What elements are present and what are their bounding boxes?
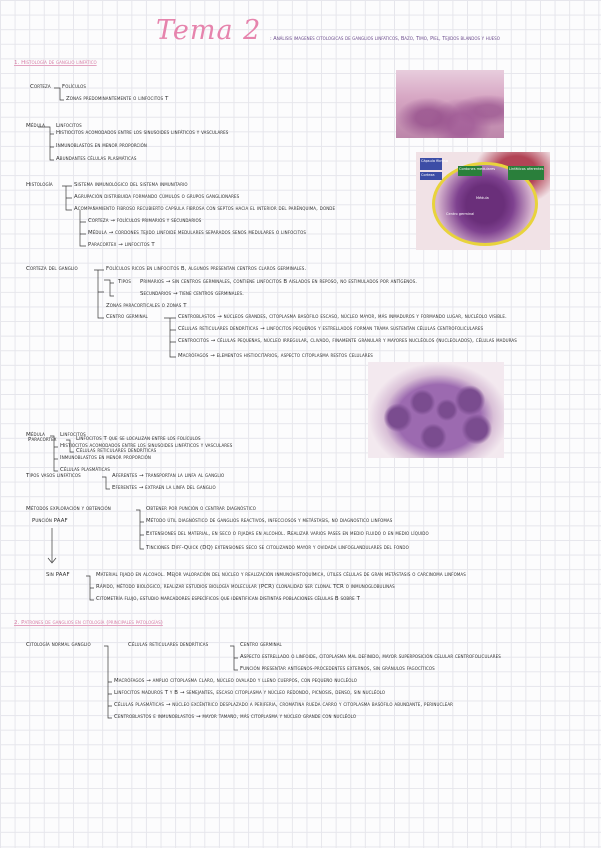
histologia-item: Agrupación distribuida formando cúmulos o grupos ganglionares	[74, 194, 240, 200]
medulas-item: Linfocitos	[60, 432, 86, 438]
citologia-sub: Función presentar antígenos-procedentes externos, sin gránulos fagocíticos	[240, 666, 435, 672]
img-label: Cápsula fibrosa	[421, 159, 448, 163]
histologia-item: Sistema inmunológico del sistema inmunitario	[74, 182, 188, 188]
citologia-item: Macrófagos → amplio citoplasma claro, núcleo ovalado y lleno cuerpos, con pequeño nucléolo	[114, 678, 357, 684]
citologia-item: Centroblastos e inmunoblastos → mayor tamaño, más citoplasma y núcleo grande con nucléolo	[114, 714, 357, 720]
citologia-item: Linfocitos maduros T y B → semejantes, escaso citoplasma y núcleo redondo, picnosis, denso, sin nucléolo	[114, 690, 386, 696]
histologia-sub: Médula → cordones tejido linfoide medulares separados senos medulares o linfocitos	[88, 230, 307, 236]
paaf-item: Método útil diagnóstico de ganglios reactivos, infecciosos y metástasis, no diagnostico linfomas	[146, 518, 393, 524]
medula-item: Abundantes células plasmáticas	[56, 156, 137, 162]
sinpaaf-item: Rápido, método biológico, realizar estudios biología molecular (PCR) clonalidad ser clonal TCR o inmunoglobulinas	[96, 584, 395, 590]
label-histologia: Histología	[26, 182, 53, 188]
medula-item: Histiocitos acomodados entre los sinusoides linfáticos y vasculares	[56, 130, 229, 136]
citologia-sub: Aspecto estrellado o linfoide, citoplasma mal definido, mayor superposición celular centrofoliculares	[240, 654, 501, 660]
sinpaaf-item: Material fijado en alcohol. Mejor valoración del núcleo y realización inmunohistoquímica, útiles células de gran metástasis o carcinoma linfomas	[96, 572, 466, 578]
sinpaaf-item: Citometría flujo, estudio marcadores específicos que identifican distintas poblaciones células B sobre T	[96, 596, 360, 602]
corteza-centro: Centro germinal	[106, 314, 148, 320]
label-vasos: Tipos vasos linfáticos	[26, 473, 81, 479]
citologia-item: Células plasmáticas → núcleo excéntrico desplazado a periferia, cromatina rueda carro y citoplasma basófilo abundante, perinuclear	[114, 702, 454, 708]
corteza-secundarios: Secundarios → tiene centros germinales.	[140, 291, 244, 297]
paaf-item: Tinciones Diff-Quick (DQ) extensiones seco se citolizando mayor y ovidada linfoglandulares del fondo	[146, 545, 409, 551]
medula-item: Linfocitos	[56, 123, 82, 129]
page-title: Tema 2	[156, 15, 262, 46]
section-1-heading: 1. Histología de ganglio linfático	[14, 60, 97, 66]
vasos-item: Eferentes → extraen la linfa del ganglio	[112, 485, 216, 491]
citologia-sub: Centro germinal	[240, 642, 282, 648]
img-label: Cordones medulares	[459, 167, 496, 171]
label-paracortex: Paracortex	[28, 437, 57, 443]
paaf-item: Obtener por punción o centrar diagnóstico	[146, 506, 257, 512]
img-label: Médula	[476, 196, 489, 200]
medulas-item: Histiocitos acomodados entre los sinusoides linfáticos y vasculares	[60, 443, 233, 449]
histology-image-1	[396, 70, 504, 138]
label-zonas: Zonas predominantemente o linfocitos T	[66, 96, 169, 102]
corteza-primarios: Primarios → sin centros germinales, contiene linfocitos B aislados en reposo, no estimulados por antígenos.	[140, 279, 418, 285]
label-metodos: Métodos exploración y obtención	[26, 506, 111, 512]
label-foliculos: Folículos	[62, 84, 87, 90]
paracortex-item: Células reticulares dendríticas	[76, 448, 157, 454]
corteza-row: Centrocitos → células pequeñas, núcleo irregular, clivado, finamente granular y mayores nucléolos (nucleolados), células maduras	[178, 338, 517, 344]
section-2-heading: 2. Patrones de ganglios en citología (principales patologías)	[14, 620, 163, 626]
lymph-node-image	[416, 152, 550, 250]
label-citologia: Citología normal ganglio	[26, 642, 91, 648]
img-label: Linfáticos aferentes	[509, 167, 544, 171]
histology-image-3	[368, 362, 504, 458]
img-label: Corteza	[421, 173, 435, 177]
histologia-item: Acompañamiento fibroso recubierto capsula fibrosa con septos hacia el interior del parénquima, donde	[74, 206, 336, 212]
label-sinpaaf: Sin PAAF	[46, 572, 70, 578]
paracortex-item: Linfocitos T que se localizan entre los folículos	[76, 436, 201, 442]
paaf-item: Extensiones del material, en seco o fijadas en alcohol. Realizar varios pases en medio fluido o en medio líquido	[146, 531, 429, 537]
label-corteza: Corteza	[30, 84, 51, 90]
medula-item: Inmunoblastos en menor proporción	[56, 143, 148, 149]
label-medulas: Médula	[26, 432, 46, 438]
corteza-row: Centroblastos → núcleos grandes, citoplasma basófilo escaso, núcleo mayor, más inmaduros y formando lugar, nucléolo visible.	[178, 314, 507, 320]
histologia-sub: Corteza → folículos primarios y secundarios	[88, 218, 202, 224]
vasos-item: Aferentes → transportan la linfa al ganglio	[112, 473, 225, 479]
page-subtitle: : Análisis imagenes citologicas de ganglios linfaticos, Bazo, Timo, Piel, Tejidos blandos y hueso	[270, 36, 500, 42]
label-paaf: Punción PAAF	[32, 518, 68, 524]
corteza-row: Células reticulares dendríticas → linfocitos pequeños y estrellados forman trama sustentan células centrofoliculares	[178, 326, 484, 332]
citologia-celulas: Células reticulares dendríticas	[128, 642, 209, 648]
medulas-item: Inmunoblastos en menor proporción	[60, 455, 152, 461]
img-label: Centro germinal	[446, 212, 475, 216]
corteza-row: Macrófagos → elementos histiocitarios, aspecto citoplasma restos celulares	[178, 353, 373, 359]
histologia-sub: Paracortex → linfocitos T	[88, 242, 155, 248]
corteza-line: Folículos ricos en linfocitos B, algunos presentan centros claros germinales.	[106, 266, 307, 272]
corteza-zona: Zonas paracorticales o zonas T	[106, 303, 187, 309]
medulas-item: Células plasmáticas	[60, 467, 111, 473]
label-corteza-ganglio: Corteza del ganglio	[26, 266, 78, 272]
corteza-tipos: Tipos	[118, 279, 132, 285]
label-medula: Médula	[26, 123, 46, 129]
